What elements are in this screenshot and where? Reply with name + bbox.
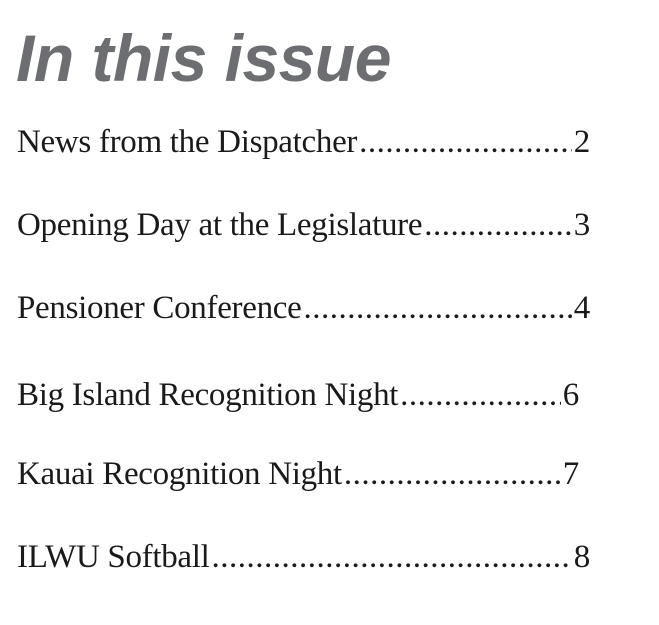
toc-dot-leader: [303, 286, 571, 330]
toc-dot-leader: [424, 203, 572, 247]
toc-entry-page: 3: [573, 207, 590, 243]
toc-entry-title: Pensioner Conference: [17, 290, 302, 326]
toc-entry-title: News from the Dispatcher: [17, 124, 358, 160]
toc-entry-title: Opening Day at the Legislature: [17, 207, 423, 243]
toc-entry-page: 2: [573, 124, 590, 160]
toc-entry-page: 6: [562, 377, 579, 413]
toc-entry-title: ILWU Softball: [17, 539, 210, 575]
toc-dot-leader: [212, 535, 572, 579]
toc-entry-title: Kauai Recognition Night: [17, 456, 342, 492]
page-title: In this issue: [16, 21, 391, 95]
toc-entry-legislature[interactable]: [17, 203, 590, 247]
toc-entry-page: 8: [573, 539, 590, 575]
toc-entry-page: 4: [573, 290, 590, 326]
toc-dot-leader: [344, 452, 561, 496]
toc-dot-leader: [359, 120, 572, 164]
toc-entry-kauai[interactable]: [17, 452, 579, 496]
toc-entry-page: 7: [562, 456, 579, 492]
toc-entry-dispatcher[interactable]: [17, 120, 590, 164]
toc-entry-big-island[interactable]: [17, 373, 579, 417]
toc-entry-title: Big Island Recognition Night: [17, 377, 399, 413]
toc-entry-softball[interactable]: [17, 535, 590, 579]
toc-entry-pensioner-conference[interactable]: [17, 286, 590, 330]
toc-dot-leader: [400, 373, 561, 417]
